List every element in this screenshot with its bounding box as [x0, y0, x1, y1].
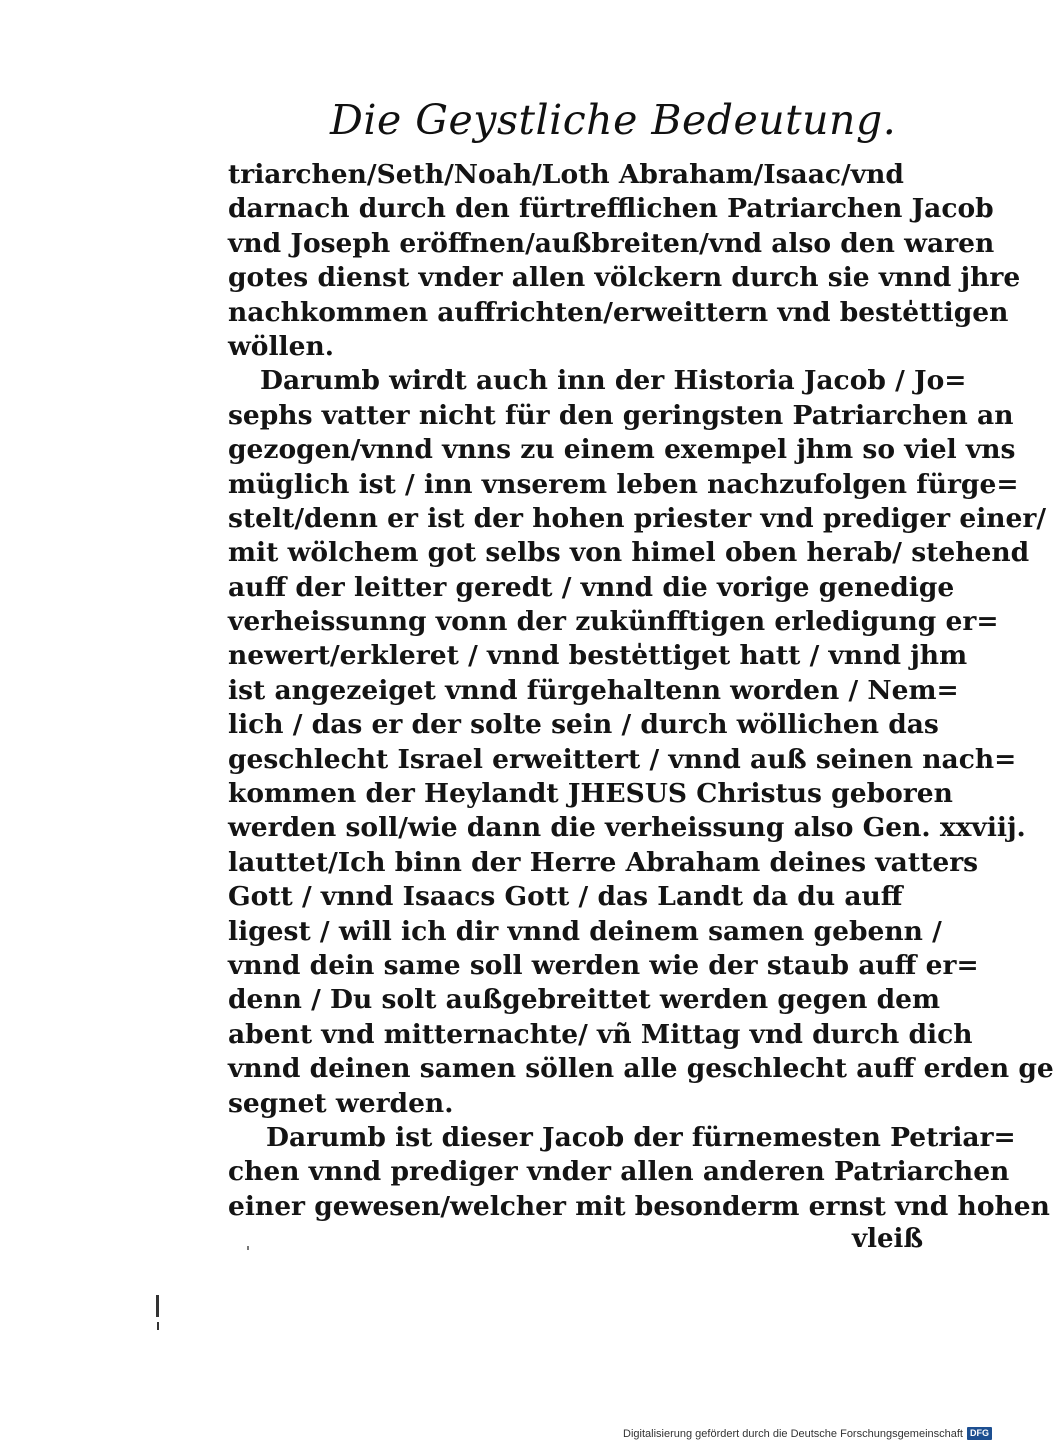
text-line: müglich ist / inn vnserem leben nachzufolgen fürge= [228, 468, 1019, 500]
text-line: darnach durch den fürtrefflichen Patriarchen Jacob [228, 193, 994, 225]
text-line: lich / das er der solte sein / durch wöllichen das [228, 709, 939, 741]
text-line: abent vnd mitternachte/ vñ Mittag vnd durch dich [228, 1018, 973, 1050]
margin-mark [156, 1295, 159, 1317]
text-line: segnet werden. [228, 1087, 454, 1119]
text-line: ligest / will ich dir vnnd deinem samen gebenn / [228, 915, 942, 947]
catchword: vleiß [852, 1224, 924, 1254]
text-line: mit wölchem got selbs von himel oben herab/ stehend [228, 537, 1030, 569]
text-line: chen vnnd prediger vnder allen anderen Patriarchen [228, 1156, 1010, 1188]
text-line: Darumb ist dieser Jacob der fürnemesten Petriar= [266, 1121, 1016, 1153]
text-line: verheissunng vonn der zukünfftigen erledigung er= [228, 606, 999, 638]
text-line: einer gewesen/welcher mit besonderm ernst vnd hohen [228, 1190, 1050, 1222]
text-line: vnnd dein same soll werden wie der staub auff er= [228, 949, 979, 981]
text-line: wöllen. [228, 330, 334, 362]
digitization-footer [623, 1427, 992, 1440]
text-line: nachkommen auffrichten/erweittern vnd beste̍ttigen [228, 296, 1009, 328]
text-line: auff der leitter geredt / vnnd die vorige genedige [228, 571, 955, 603]
margin-mark [247, 1246, 249, 1250]
text-line: ist angezeiget vnnd fürgehaltenn worden / Nem= [228, 674, 959, 706]
text-line: geschlecht Israel erweittert / vnnd auß seinen nach= [228, 743, 1017, 775]
body-text [228, 158, 1054, 1224]
text-line: vnd Joseph eröffnen/außbreiten/vnd also den waren [228, 227, 995, 259]
text-line: gezogen/vnnd vnns zu einem exempel jhm so viel vns [228, 434, 1016, 466]
text-line: Gott / vnnd Isaacs Gott / das Landt da du auff [228, 881, 903, 913]
text-line: triarchen/Seth/Noah/Loth Abraham/Isaac/vnd [228, 159, 904, 190]
text-line: vnnd deinen samen söllen alle geschlecht auff erden ge [228, 1053, 1054, 1085]
dfg-logo-icon: DFG [967, 1427, 992, 1440]
running-title: Die Geystliche Bedeutung. [330, 96, 897, 144]
text-line: stelt/denn er ist der hohen priester vnd prediger einer/ [228, 502, 1047, 534]
text-line: denn / Du solt außgebreittet werden gegen dem [228, 984, 941, 1016]
text-line: sephs vatter nicht für den geringsten Patriarchen an [228, 399, 1014, 431]
text-line: Darumb wirdt auch inn der Historia Jacob / Jo= [260, 365, 967, 397]
text-line: lauttet/Ich binn der Herre Abraham deines vatters [228, 846, 979, 878]
text-line: gotes dienst vnder allen völckern durch sie vnnd jhre [228, 262, 1021, 294]
footer-credit: Digitalisierung gefördert durch die Deutsche Forschungsgemeinschaft [623, 1427, 963, 1440]
text-line: newert/erkleret / vnnd beste̍ttiget hatt / vnnd jhm [228, 640, 968, 672]
text-line: werden soll/wie dann die verheissung also Gen. xxviij. [228, 812, 1026, 844]
margin-mark [157, 1322, 159, 1330]
text-line: kommen der Heylandt JHESUS Christus geboren [228, 778, 953, 810]
